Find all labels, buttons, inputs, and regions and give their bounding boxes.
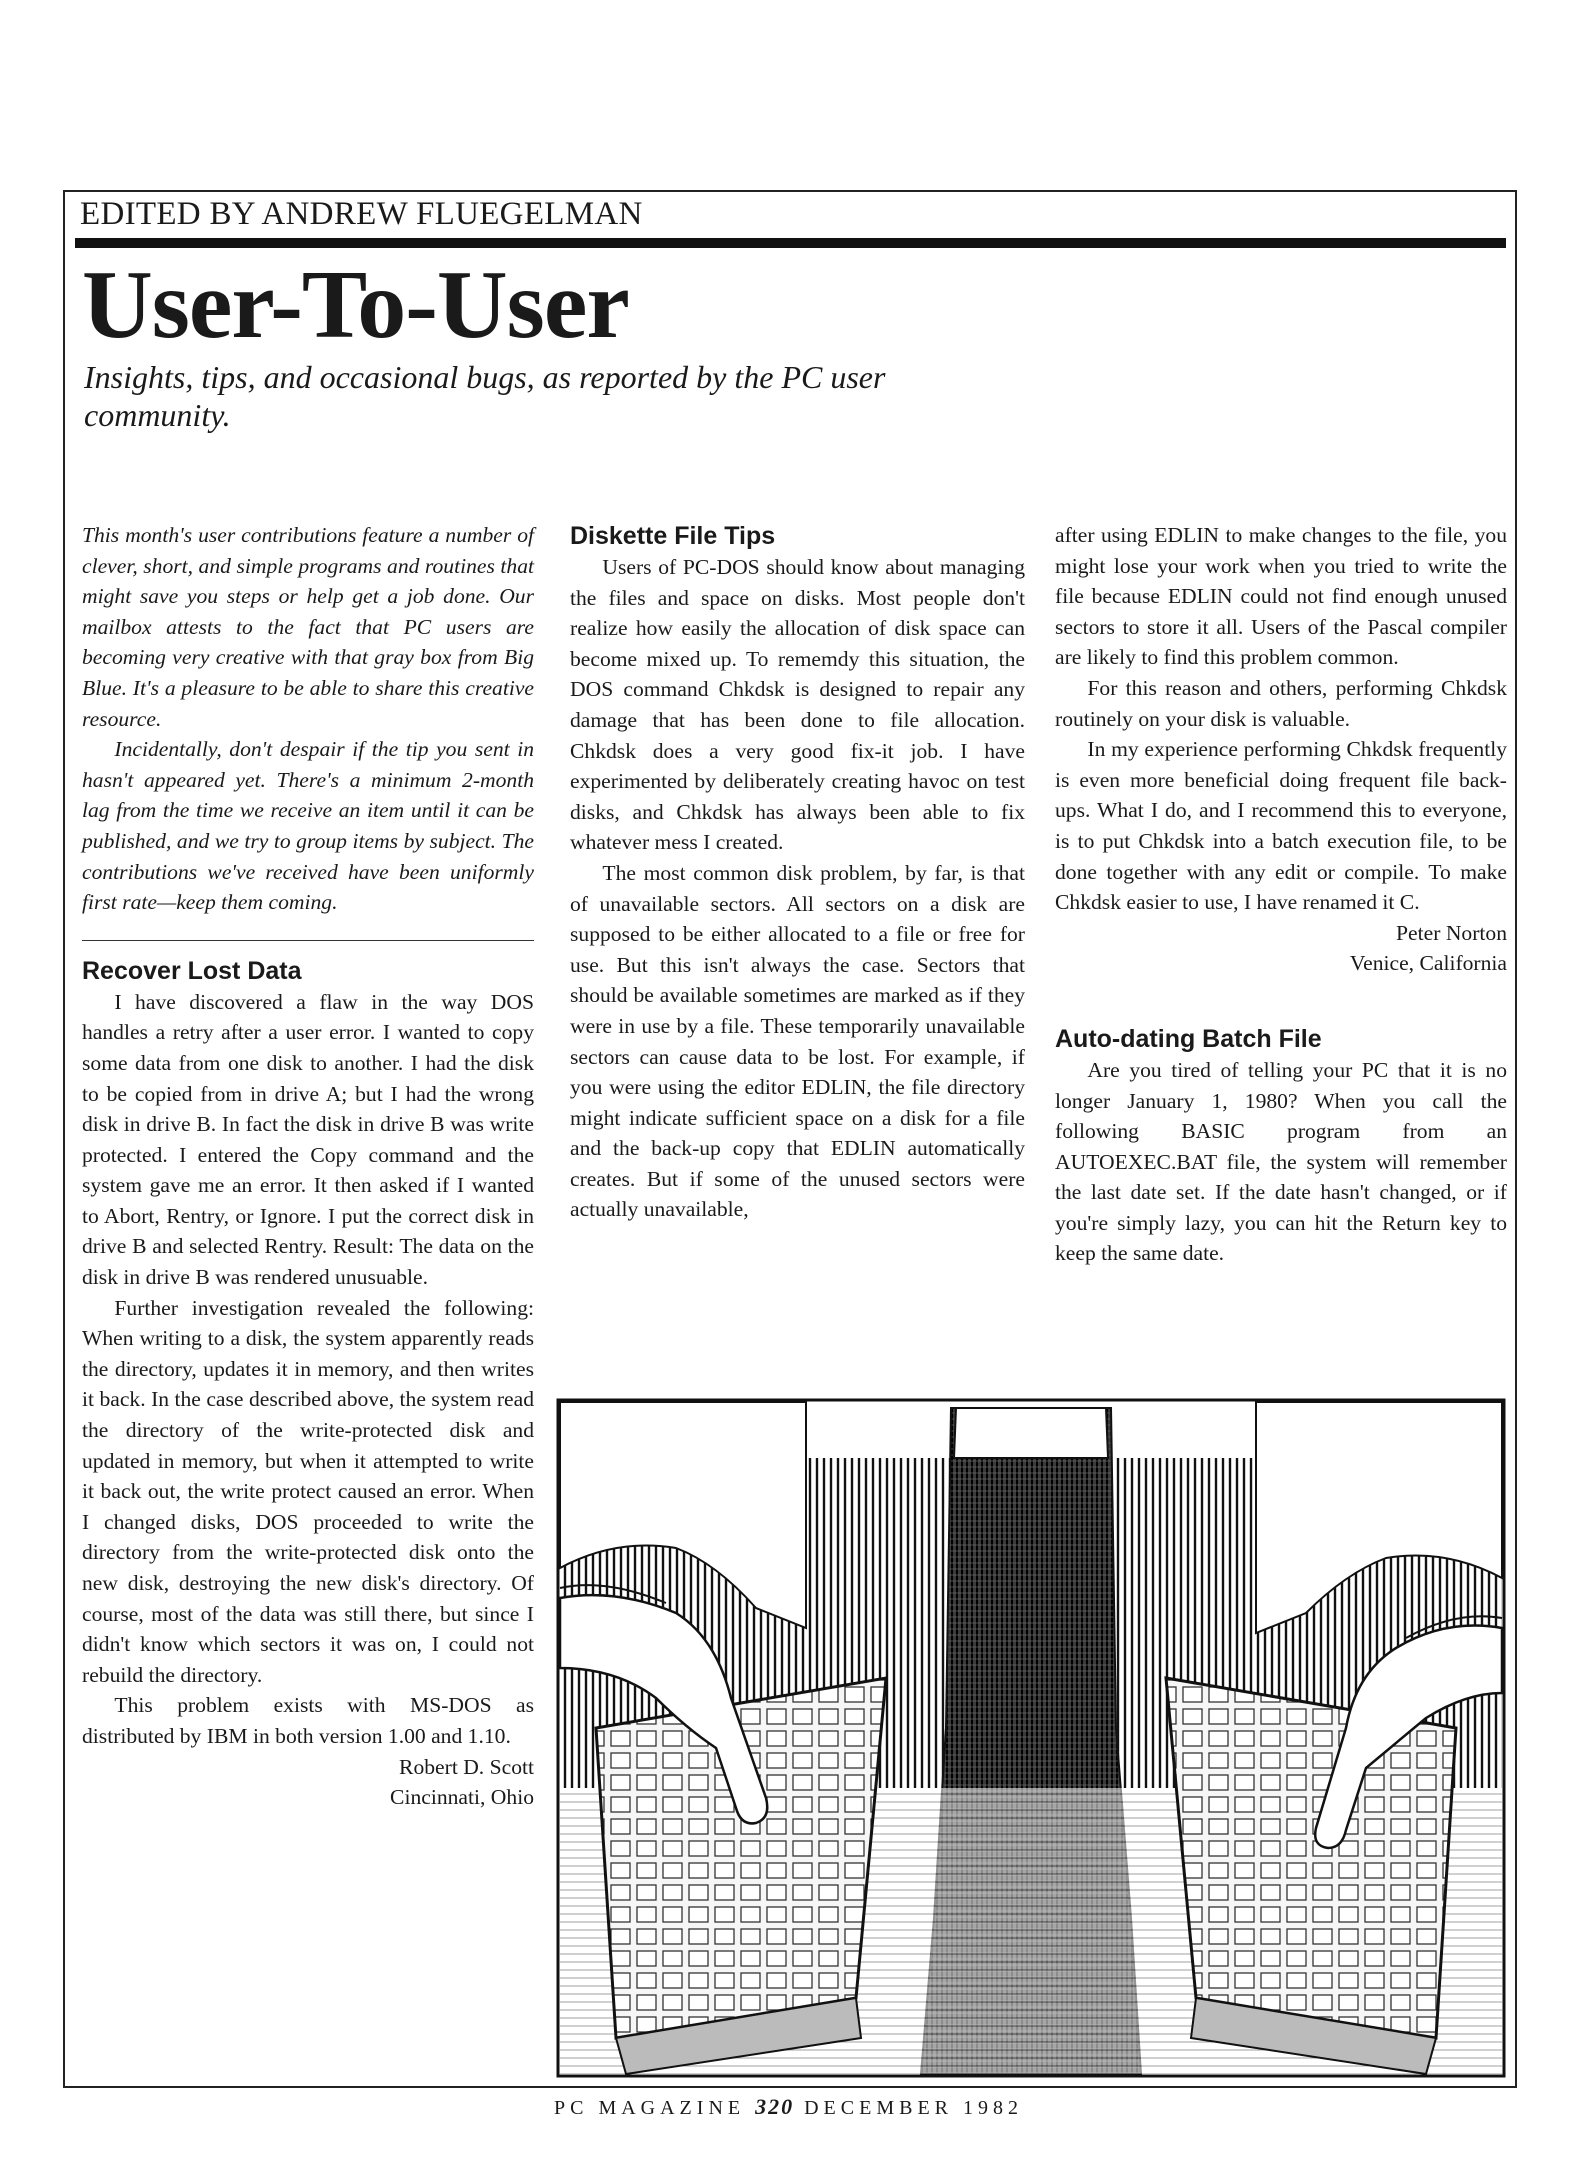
recover-paragraph-2: Further investigation revealed the following: When writing to a disk, the system apparently reads the directory, updates it in memory, and then writes it back. In the case described above, the system read the directory of the write-protected disk and updated in memory, but when it attempted to write it back out, the write protect caused an error. When I changed disks, DOS proceeded to write the directory from the write-protected disk onto the new disk, destroying the new disk's directory. Of course, most of the data was still there, but since I didn't know which sectors it was on, I could not rebuild the directory.	[82, 1295, 534, 1687]
auto-dating-heading: Auto-dating Batch File	[1055, 1024, 1322, 1053]
page-footer	[0, 2094, 1577, 2120]
page-subtitle: Insights, tips, and occasional bugs, as reported by the PC user community.	[84, 359, 886, 433]
keyboards-illustration	[556, 1398, 1506, 2078]
diskette-paragraph-4: For this reason and others, performing Chkdsk routinely on your disk is valuable.	[1055, 675, 1507, 731]
section-divider	[82, 940, 534, 941]
diskette-paragraph-3: after using EDLIN to make changes to the file, you might lose your work when you tried to write the file because EDLIN could not find enough unused sectors to store it all. Users of the Pascal compiler are likely to find this problem common.	[1055, 523, 1507, 670]
auto-dating-paragraph-1: Are you tired of telling your PC that it is no longer January 1, 1980? When you call the following BASIC program from an AUTOEXEC.BAT file, the system will remember the last date set. If the date hasn't changed, or if you're simply lazy, you can hit the Return key to keep the same date.	[1055, 1057, 1507, 1266]
footer-magazine: PC MAGAZINE	[553, 2097, 746, 2119]
recover-signature-place: Cincinnati, Ohio	[390, 1785, 534, 1810]
footer-page-number: 320	[755, 2094, 795, 2119]
intro-paragraph-1: This month's user contributions feature a number of clever, short, and simple programs and routines that might save you steps or help get a job done. Our mailbox attests to the fact that PC users are becoming very creative with that gray box from Big Blue. It's a pleasure to be able to share this creative resource.	[82, 523, 534, 731]
column-2	[570, 520, 1025, 1225]
recover-signature-name: Robert D. Scott	[399, 1754, 534, 1779]
diskette-signature-name: Peter Norton	[1396, 920, 1507, 945]
recover-paragraph-1: I have discovered a flaw in the way DOS handles a retry after a user error. I wanted to copy some data from one disk to another. I had the disk to be copied from in drive A; but I had the wrong disk in drive B. In fact the disk in drive B was write protected. I entered the Copy command and the system gave me an error. It then asked if I wanted to Abort, Rentry, or Ignore. I put the correct disk in drive B and selected Rentry. Result: The data on the disk in drive B was rendered unusuable.	[82, 989, 534, 1290]
diskette-signature-place: Venice, California	[1349, 951, 1507, 976]
diskette-paragraph-2: The most common disk problem, by far, is that of unavailable sectors. All sectors on a disk are supposed to be either allocated to a file or free for use. But this isn't always the case. Sectors that should be available sometimes are marked as if they were in use by a file. These temporarily unavailable sectors can cause data to be lost. For example, if you were using the editor EDLIN, the file directory might indicate sufficient space on a disk for a file and the back-up copy that EDLIN automatically creates. But if some of the unused sectors were actually unavailable,	[570, 860, 1025, 1222]
footer-date: DECEMBER 1982	[804, 2097, 1024, 2119]
editor-credit: EDITED BY ANDREW FLUEGELMAN	[80, 196, 643, 232]
diskette-file-tips-heading: Diskette File Tips	[570, 522, 776, 550]
diskette-paragraph-5: In my experience performing Chkdsk frequently is even more beneficial doing frequent file back-ups. What I do, and I recommend this to everyone, is to put Chkdsk into a batch execution file, to be done together with any edit or compile. To make Chkdsk easier to use, I have renamed it C.	[1055, 737, 1507, 915]
diskette-paragraph-1: Users of PC-DOS should know about managing the files and space on disks. Most people don't realize how easily the allocation of disk space can become mixed up. To rememdy this situation, the DOS command Chkdsk is designed to repair any damage that has been done to file allocation. Chkdsk does a very good fix-it job. I have experimented by deliberately creating havoc on test disks, and Chkdsk has always been able to fix whatever mess I created.	[570, 555, 1025, 855]
column-3	[1055, 520, 1507, 1269]
page-title: User-To-User	[82, 251, 629, 359]
recover-paragraph-3: This problem exists with MS-DOS as distributed by IBM in both version 1.00 and 1.10.	[82, 1693, 534, 1748]
column-1	[82, 520, 534, 1813]
recover-lost-data-heading: Recover Lost Data	[82, 956, 302, 985]
intro-paragraph-2: Incidentally, don't despair if the tip you sent in hasn't appeared yet. There's a minimum 2-month lag from the time we receive an item until it can be published, and we try to group items by subject. The contributions we've received have been uniformly first rate—keep them coming.	[82, 737, 534, 915]
header-rule	[75, 238, 1506, 248]
